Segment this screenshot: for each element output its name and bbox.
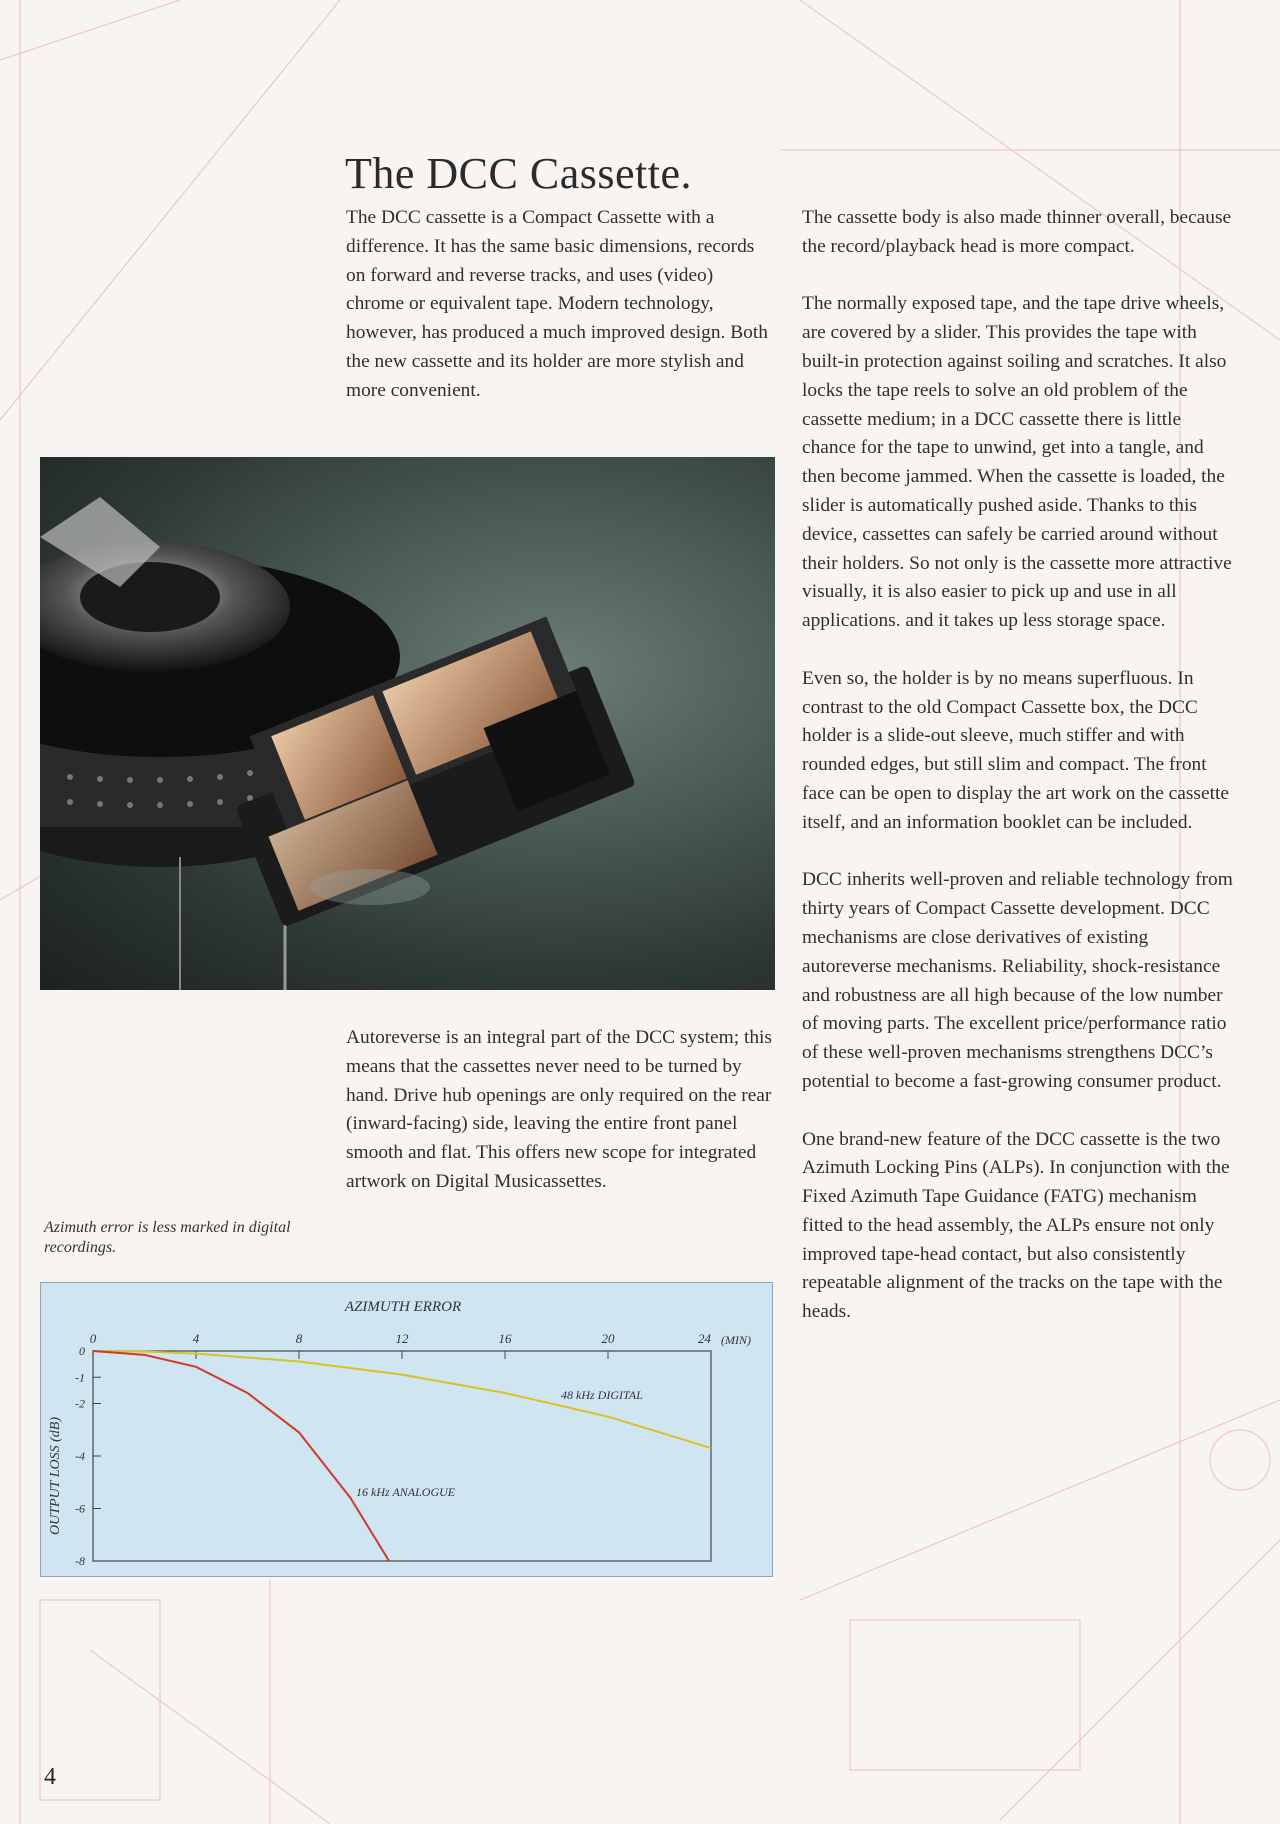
azimuth-error-chart [40,1282,773,1577]
intro-paragraph [346,204,772,406]
plot-area [93,1351,711,1561]
chart-title: AZIMUTH ERROR [344,1299,462,1315]
cassette-photo [40,457,775,990]
intro-text: The DCC cassette is a Compact Cassette with a difference. It has the same basic dimensions, records on forward and reverse tracks, and uses (video) chrome or equivalent tape. Modern technology, however, has produced a much improved design. Both the new cassette and its holder are more stylish and more convenient. [346,207,768,401]
x-axis-unit: (MIN) [721,1333,751,1347]
y-tick-label: 0 [79,1344,85,1358]
x-tick-label: 16 [498,1331,512,1346]
y-tick-label: -2 [75,1396,85,1411]
x-tick-label: 24 [698,1331,711,1346]
series-label-analogue: 16 kHz ANALOGUE [356,1485,456,1499]
page-title: The DCC Cassette. [345,149,693,198]
body-paragraph: The cassette body is also made thinner overall, because the record/playback head is more compact. [802,207,1232,257]
x-tick-label: 4 [192,1331,200,1346]
body-paragraph: One brand-new feature of the DCC cassette is the two Azimuth Locking Pins (ALPs). In conjunction with the Fixed Azimuth Tape Guidance (FATG) mechanism fitted to the head assembly, the ALPs ensure not only improved tape-head contact, but also consistently repeatable alignment of the tracks on the tape with the heads. [802,1128,1230,1323]
body-paragraph: Even so, the holder is by no means superfluous. In contrast to the old Compact Cassette box, the DCC holder is a slide-out sleeve, much stiffer and with rounded edges, but still slim and compact. The front face can be open to display the art work on the cassette itself, and an information booklet can be included. [802,667,1229,833]
y-tick-label: -1 [75,1370,85,1385]
autoreverse-text: Autoreverse is an integral part of the DCC system; this means that the cassettes never need to be turned by hand. Drive hub openings are only required on the rear (inward-facing) side, leaving the entire front panel smooth and flat. This offers new scope for integrated artwork on Digital Musicassettes. [346,1027,772,1192]
body-paragraph: DCC inherits well-proven and reliable technology from thirty years of Compact Cassette development. DCC mechanisms are close derivatives of existing autoreverse mechanisms. Reliability, shock-resistance and robustness are all high because of the low number of moving parts. The excellent price/performance ratio of these well-proven mechanisms strengthens DCC’s potential to become a fast-growing consumer product. [802,869,1233,1092]
x-tick-label: 12 [395,1331,409,1346]
x-tick-label: 20 [601,1331,615,1346]
y-tick-label: -6 [75,1501,85,1516]
x-tick-label: 8 [295,1331,303,1346]
x-tick-label: 0 [89,1331,97,1346]
series-line-16khz-analogue [93,1351,389,1561]
right-column [802,204,1234,1327]
body-paragraph: The normally exposed tape, and the tape drive wheels, are covered by a slider. This provides the tape with built-in protection against soiling and scratches. It also locks the tape reels to solve an old problem of the cassette medium; in a DCC cassette there is little chance for the tape to unwind, get into a tangle, and then become jammed. When the cassette is loaded, the slider is automatically pushed aside. Thanks to this device, cassettes can safely be carried around without their holders. So not only is the cassette more attractive visually, it is also easier to pick up and use in all applications. and it takes up less storage space. [802,293,1232,632]
autoreverse-paragraph [346,1024,772,1197]
series-label-digital: 48 kHz DIGITAL [561,1388,643,1402]
y-tick-label: -4 [75,1449,85,1463]
y-axis-label: OUTPUT LOSS (dB) [48,1417,63,1535]
page-number: 4 [44,1764,56,1790]
chart-caption: Azimuth error is less marked in digital recordings. [44,1219,291,1256]
y-tick-label: -8 [75,1554,85,1568]
